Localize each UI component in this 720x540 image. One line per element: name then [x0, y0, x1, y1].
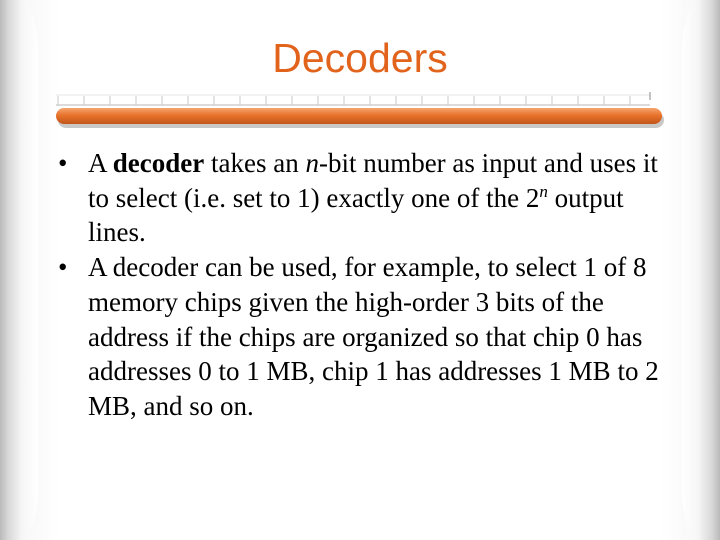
text-segment: output lines.: [88, 182, 624, 248]
bullet-list: [58, 146, 670, 424]
bold-term: decoder: [112, 148, 205, 178]
ruler-bar-graphic: [54, 92, 666, 132]
bullet-item-1: [58, 146, 670, 250]
italic-variable: n: [305, 148, 319, 178]
superscript-exponent: n: [539, 181, 548, 201]
bullet-item-2: [58, 250, 670, 424]
title-underline-bar: [54, 92, 666, 132]
slide-title: Decoders: [272, 35, 448, 81]
bullet-text-1: [88, 148, 658, 247]
text-segment: A: [88, 148, 113, 178]
text-segment: takes an: [204, 148, 306, 178]
bullet-text-2: A decoder can be used, for example, to select 1 of 8 memory chips given the high-order 3 bits of the address if the chips are organized so that chip 0 has addresses 0 to 1 MB, chip 1 has addresses 1 MB to 2 MB, and so on.: [88, 252, 659, 421]
text-segment: -bit number as input and uses it to select (i.e. set to 1) exactly one of the 2: [88, 148, 658, 213]
bullet-marker: •: [58, 148, 68, 178]
bullet-marker: •: [58, 252, 68, 283]
